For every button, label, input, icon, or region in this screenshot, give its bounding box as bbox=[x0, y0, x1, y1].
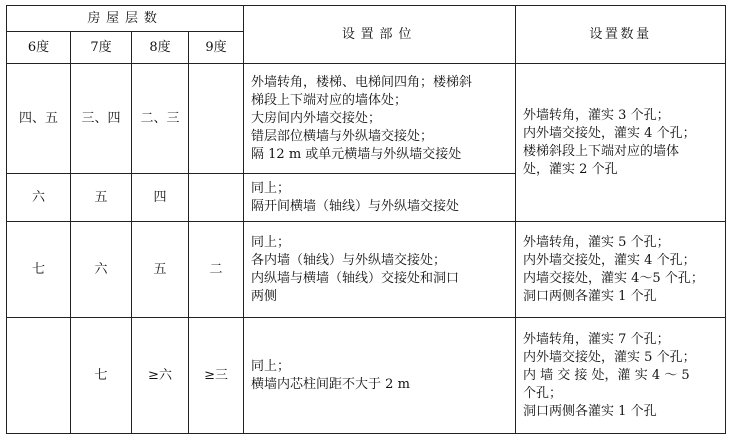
position-line: 外墙转角，楼梯、电梯间四角；楼梯斜 bbox=[251, 74, 473, 90]
floors-header: 房屋层数 bbox=[7, 6, 244, 32]
quantity-header: 设置数量 bbox=[516, 6, 726, 64]
floors-9-cell bbox=[189, 174, 244, 222]
quantity-line: 内外墙交接处，灌实 4 个孔； bbox=[523, 125, 696, 141]
quantity-cell bbox=[516, 64, 726, 222]
floors-7-cell: 七 bbox=[71, 318, 132, 434]
position-cell bbox=[244, 174, 516, 222]
quantity-line: 外墙转角，灌实 7 个孔； bbox=[523, 331, 670, 347]
floors-9-cell: ≥三 bbox=[189, 318, 244, 434]
floors-6-cell: 七 bbox=[7, 222, 71, 318]
table-row bbox=[7, 64, 726, 174]
floors-8-cell: 二、三 bbox=[132, 64, 189, 174]
degree-7-header: 7度 bbox=[71, 32, 132, 64]
degree-6-header: 6度 bbox=[7, 32, 71, 64]
quantity-cell bbox=[516, 222, 726, 318]
position-line: 隔 12 m 或单元横墙与外纵墙交接处 bbox=[251, 146, 462, 162]
quantity-line: 洞口两侧各灌实 1 个孔 bbox=[523, 403, 657, 419]
floors-9-cell: 二 bbox=[189, 222, 244, 318]
quantity-line: 内 墙 交 接 处，灌 实 4 ～ 5 bbox=[523, 367, 690, 383]
quantity-line: 内外墙交接处，灌实 4 个孔； bbox=[523, 252, 696, 268]
position-line: 错层部位横墙与外纵墙交接处； bbox=[251, 128, 434, 144]
position-cell bbox=[244, 222, 516, 318]
quantity-line: 楼梯斜段上下端对应的墙体 bbox=[523, 143, 680, 159]
position-line: 同上； bbox=[251, 358, 291, 374]
quantity-line: 内外墙交接处，灌实 5 个孔； bbox=[523, 349, 696, 365]
table-row bbox=[7, 318, 726, 434]
quantity-line: 外墙转角，灌实 5 个孔； bbox=[523, 234, 670, 250]
position-line: 横墙内芯柱间距不大于 2 m bbox=[251, 376, 410, 392]
position-cell bbox=[244, 64, 516, 174]
quantity-line: 内墙交接处，灌实 4～5 个孔； bbox=[523, 270, 704, 286]
table-row bbox=[7, 222, 726, 318]
degree-9-header: 9度 bbox=[189, 32, 244, 64]
position-line: 两侧 bbox=[251, 288, 278, 304]
position-line: 同上； bbox=[251, 234, 291, 250]
position-line: 各内墙（轴线）与外纵墙交接处； bbox=[251, 252, 447, 268]
quantity-line: 个孔； bbox=[523, 385, 563, 401]
core-column-spec-table bbox=[6, 5, 726, 434]
degree-8-header: 8度 bbox=[132, 32, 189, 64]
quantity-cell bbox=[516, 318, 726, 434]
floors-7-cell: 三、四 bbox=[71, 64, 132, 174]
floors-8-cell: 五 bbox=[132, 222, 189, 318]
quantity-line: 处，灌实 2 个孔 bbox=[523, 161, 618, 177]
floors-8-cell: 四 bbox=[132, 174, 189, 222]
header-row-1 bbox=[7, 6, 726, 32]
position-header: 设置部位 bbox=[244, 6, 516, 64]
floors-6-cell bbox=[7, 318, 71, 434]
position-line: 隔开间横墙（轴线）与外纵墙交接处 bbox=[251, 198, 460, 214]
position-line: 梯段上下端对应的墙体处； bbox=[251, 92, 408, 108]
position-line: 大房间内外墙交接处； bbox=[251, 110, 382, 126]
position-cell bbox=[244, 318, 516, 434]
position-line: 内纵墙与横墙（轴线）交接处和洞口 bbox=[251, 270, 460, 286]
floors-6-cell: 四、五 bbox=[7, 64, 71, 174]
floors-6-cell: 六 bbox=[7, 174, 71, 222]
floors-7-cell: 六 bbox=[71, 222, 132, 318]
position-line: 同上； bbox=[251, 180, 291, 196]
floors-7-cell: 五 bbox=[71, 174, 132, 222]
floors-9-cell bbox=[189, 64, 244, 174]
quantity-line: 洞口两侧各灌实 1 个孔 bbox=[523, 288, 657, 304]
floors-8-cell: ≥六 bbox=[132, 318, 189, 434]
quantity-line: 外墙转角，灌实 3 个孔； bbox=[523, 107, 670, 123]
